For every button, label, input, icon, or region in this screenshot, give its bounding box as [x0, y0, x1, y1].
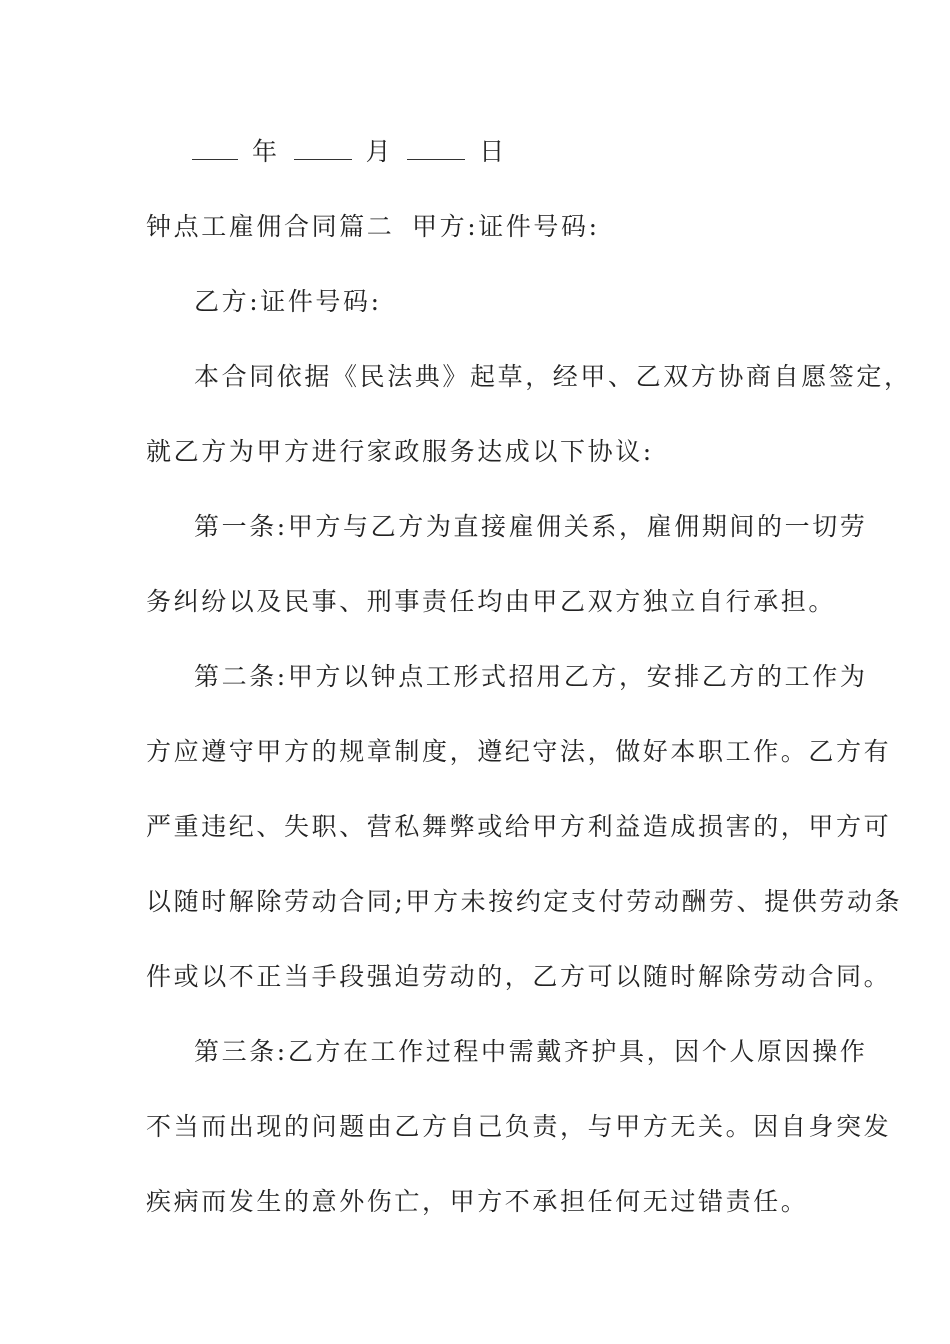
day-label: 日 [479, 137, 507, 166]
contract-title: 钟点工雇佣合同篇二 [146, 212, 395, 241]
paragraph-line: 严重违纪、失职、营私舞弊或给甲方利益造成损害的，甲方可 [146, 812, 892, 841]
month-label: 月 [365, 137, 394, 166]
paragraph-line: 就乙方为甲方进行家政服务达成以下协议: [146, 437, 654, 466]
day-blank [407, 137, 465, 160]
paragraph-line: 第二条:甲方以钟点工形式招用乙方，安排乙方的工作为 [194, 662, 868, 691]
paragraph-line: 方应遵守甲方的规章制度，遵纪守法，做好本职工作。乙方有 [146, 737, 892, 766]
party-a-line: 甲方:证件号码: [412, 212, 600, 241]
paragraph-line: 务纠纷以及民事、刑事责任均由甲乙双方独立自行承担。 [146, 587, 837, 616]
paragraph-line: 疾病而发生的意外伤亡，甲方不承担任何无过错责任。 [146, 1187, 809, 1216]
paragraph-line: 第三条:乙方在工作过程中需戴齐护具，因个人原因操作 [194, 1037, 868, 1066]
paragraph-line: 件或以不正当手段强迫劳动的，乙方可以随时解除劳动合同。 [146, 962, 892, 991]
year-blank [192, 137, 238, 160]
party-b-line: 乙方:证件号码: [194, 287, 382, 316]
paragraph-line: 第一条:甲方与乙方为直接雇佣关系，雇佣期间的一切劳 [194, 512, 868, 541]
paragraph-line: 本合同依据《民法典》起草，经甲、乙双方协商自愿签定， [194, 362, 912, 391]
date-line [192, 137, 521, 167]
year-label: 年 [252, 137, 280, 166]
paragraph-line: 不当而出现的问题由乙方自己负责，与甲方无关。因自身突发 [146, 1112, 892, 1141]
paragraph-line: 以随时解除劳动合同;甲方未按约定支付劳动酬劳、提供劳动条 [146, 887, 903, 916]
month-blank [294, 137, 352, 160]
